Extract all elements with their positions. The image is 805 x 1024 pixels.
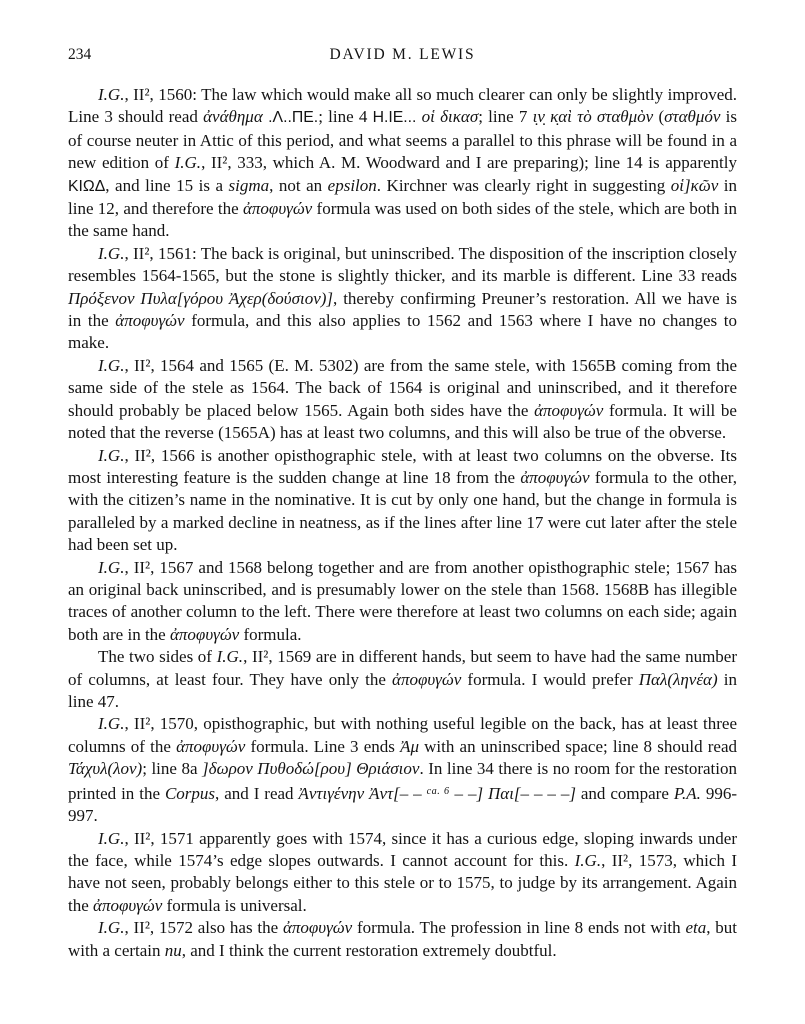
text-segment: οἱ]κῶν xyxy=(670,175,719,195)
text-segment: I.G. xyxy=(98,445,125,465)
paragraph xyxy=(68,646,737,713)
text-segment: epsilon xyxy=(327,175,377,195)
text-segment: Πρόξενον Πυλα[γόρου Ἀχερ(δούσιον)] xyxy=(68,288,334,308)
text-segment: with an uninscribed space; line 8 should read xyxy=(418,736,737,756)
text-segment: Παλ(ληνέα) xyxy=(638,669,718,689)
text-segment: sigma xyxy=(228,175,270,195)
text-segment: .Λ..ΠΕ. xyxy=(262,109,319,127)
text-segment: formula. The profession in line 8 ends not with xyxy=(352,918,686,938)
text-segment: ἀποφυγών xyxy=(176,736,246,756)
text-segment: eta xyxy=(685,918,707,938)
text-segment: ι̣ν̣ κ̣αὶ τὸ σταθμὸν xyxy=(532,107,654,127)
text-segment: , II², 1571 apparently goes with 1574, since it has a curious edge, sloping inwards under the face, while 1574’s edge slopes outwards. I cannot account for this. xyxy=(68,828,737,870)
text-segment: , but with a certain xyxy=(68,918,737,960)
text-segment: , II², 1566 is another opisthographic stele, with at least two columns on the obverse. Its most interesting feature is the sudden change at line 18 from the xyxy=(68,445,737,487)
text-segment: , II², 1572 also has the xyxy=(124,918,283,938)
text-segment: and compare xyxy=(575,783,674,803)
text-segment: ; line 4 xyxy=(318,107,373,127)
text-segment: , II², 1567 and 1568 belong together and are from another opisthographic stele; 1567 has an original back uninscribed, and is presumably lower on the stele than 1568. 1568B has illegible traces of another column to the left. There were therefore at least two columns on each side; again both are in the xyxy=(68,557,737,644)
text-segment: , and line 15 is a xyxy=(105,175,229,195)
text-segment: . In line 34 there is no room for the restoration printed in the xyxy=(68,759,738,803)
text-segment: 996-997. xyxy=(68,783,737,826)
paragraph xyxy=(68,84,737,243)
text-segment: Η.ΙΕ... xyxy=(372,109,417,127)
text-segment: Corpus xyxy=(164,783,216,803)
text-segment: , II², 1570, opisthographic, but with nothing useful legible on the back, has at least three columns of the xyxy=(68,714,737,756)
text-segment: I.G. xyxy=(98,557,125,577)
text-segment: ; line 7 xyxy=(478,107,533,127)
text-segment: σταθμόν xyxy=(664,107,721,127)
paragraph xyxy=(68,557,737,647)
running-header: DAVID M. LEWIS xyxy=(329,46,476,63)
text-segment: ]δωρον Πυθοδώ[ρου] Θριάσιον xyxy=(202,759,420,779)
text-segment: I.G. xyxy=(98,355,125,375)
text-segment: formula. It will be noted that the reverse (1565A) has at least two columns, and this will also be true of the obverse. xyxy=(68,400,737,443)
page-number: 234 xyxy=(68,46,92,63)
text-segment: I.G. xyxy=(574,850,602,870)
paragraph xyxy=(68,713,737,827)
paragraph xyxy=(68,445,737,557)
text-segment: I.G. xyxy=(98,243,125,263)
text-segment: Ἀμ xyxy=(400,736,419,756)
text-segment: I.G. xyxy=(98,828,125,848)
text-segment: ( xyxy=(653,107,665,127)
text-segment: , and I think the current restoration extremely doubtful. xyxy=(181,940,557,960)
text-segment: , and I read xyxy=(215,783,299,803)
text-segment: ἀποφυγών xyxy=(392,669,462,689)
text-segment: ΚΙΩΔ xyxy=(68,177,106,195)
text-segment: – –] Παι[– – – –] xyxy=(449,783,576,803)
text-segment: in line 12, and therefore the xyxy=(68,175,737,219)
text-segment: I.G. xyxy=(174,153,202,173)
text-segment: ἀποφυγών xyxy=(534,400,604,420)
text-segment: formula is universal. xyxy=(162,895,307,915)
paragraph xyxy=(68,243,737,355)
text-segment: ἀποφυγών xyxy=(93,895,163,915)
paragraph xyxy=(68,917,737,962)
text-segment: I.G. xyxy=(216,647,244,667)
text-segment: I.G. xyxy=(98,85,125,104)
text-segment: formula. xyxy=(239,624,302,644)
article-body xyxy=(68,84,737,962)
text-segment: οἱ δικασ xyxy=(421,107,479,127)
page-header xyxy=(68,46,737,84)
text-segment: ca. 6 xyxy=(426,785,450,797)
text-segment: Τάχυλ(λον) xyxy=(68,759,143,779)
text-segment: P.A. xyxy=(673,783,701,803)
text-segment: ἀνάθημα xyxy=(203,107,263,127)
text-segment: , II², 1560: The law which would make all so much clearer can only be slightly improved. Line 3 should read xyxy=(68,85,737,127)
text-segment: ἀποφυγών xyxy=(282,918,353,938)
text-segment: , II², 333, which A. M. Woodward and I are preparing); line 14 is apparently xyxy=(201,153,737,173)
text-segment: is of course neuter in Attic of this period, and what seems a parallel to this phrase will be found in a new edition of xyxy=(68,107,738,173)
text-segment: formula, and this also applies to 1562 and 1563 where I have no changes to make. xyxy=(68,311,738,353)
text-segment: , II², 1569 are in different hands, but seem to have had the same number of columns, at least four. They have only the xyxy=(68,647,737,689)
text-segment: . Kirchner was clearly right in suggesting xyxy=(376,175,671,195)
text-segment: ἀποφυγών xyxy=(520,467,590,487)
text-segment: formula. Line 3 ends xyxy=(245,736,401,756)
text-segment: , not an xyxy=(269,175,328,195)
text-segment: , II², 1573, which I have not seen, probably belongs either to this stele or to 1575, to judge by its arrangement. Again the xyxy=(68,850,737,915)
text-segment: , II², 1564 and 1565 (E. M. 5302) are from the same stele, with 1565B coming from the same side of the stele as 1564. The back of 1564 is original and uninscribed, and it therefore should probably be placed below 1565. Again both sides have the xyxy=(68,355,737,420)
text-segment: in line 47. xyxy=(68,669,737,711)
text-segment: I.G. xyxy=(98,714,125,734)
text-segment: ἀποφυγών xyxy=(169,624,240,644)
text-segment: , thereby confirming Preuner’s restoration. All we have is in the xyxy=(68,288,737,331)
text-segment: Ἀντιγένην Ἀντ[– – xyxy=(298,783,427,803)
text-segment: nu xyxy=(164,940,182,960)
paragraph xyxy=(68,355,737,445)
text-segment: ἀποφυγών xyxy=(242,199,313,219)
text-segment: formula. I would prefer xyxy=(461,669,639,689)
text-segment: I.G. xyxy=(98,918,125,938)
text-segment: , II², 1561: The back is original, but uninscribed. The disposition of the inscription closely resembles 1564-1565, but the stone is slightly thicker, and its marble is different. Line 33 reads xyxy=(68,243,737,286)
text-segment: ἀποφυγών xyxy=(115,311,185,331)
paragraph xyxy=(68,828,737,918)
text-segment: The two sides of xyxy=(98,647,217,667)
text-segment: ; line 8a xyxy=(142,759,203,779)
text-segment: formula was used on both sides of the stele, which are both in the same hand. xyxy=(68,199,737,241)
text-segment: formula to the other, with the citizen’s name in the nominative. It is cut by only one hand, but the change in formula is paralleled by a marked decline in neatness, as if the lines after line 17 were cut later after the stele had been set up. xyxy=(68,467,737,555)
